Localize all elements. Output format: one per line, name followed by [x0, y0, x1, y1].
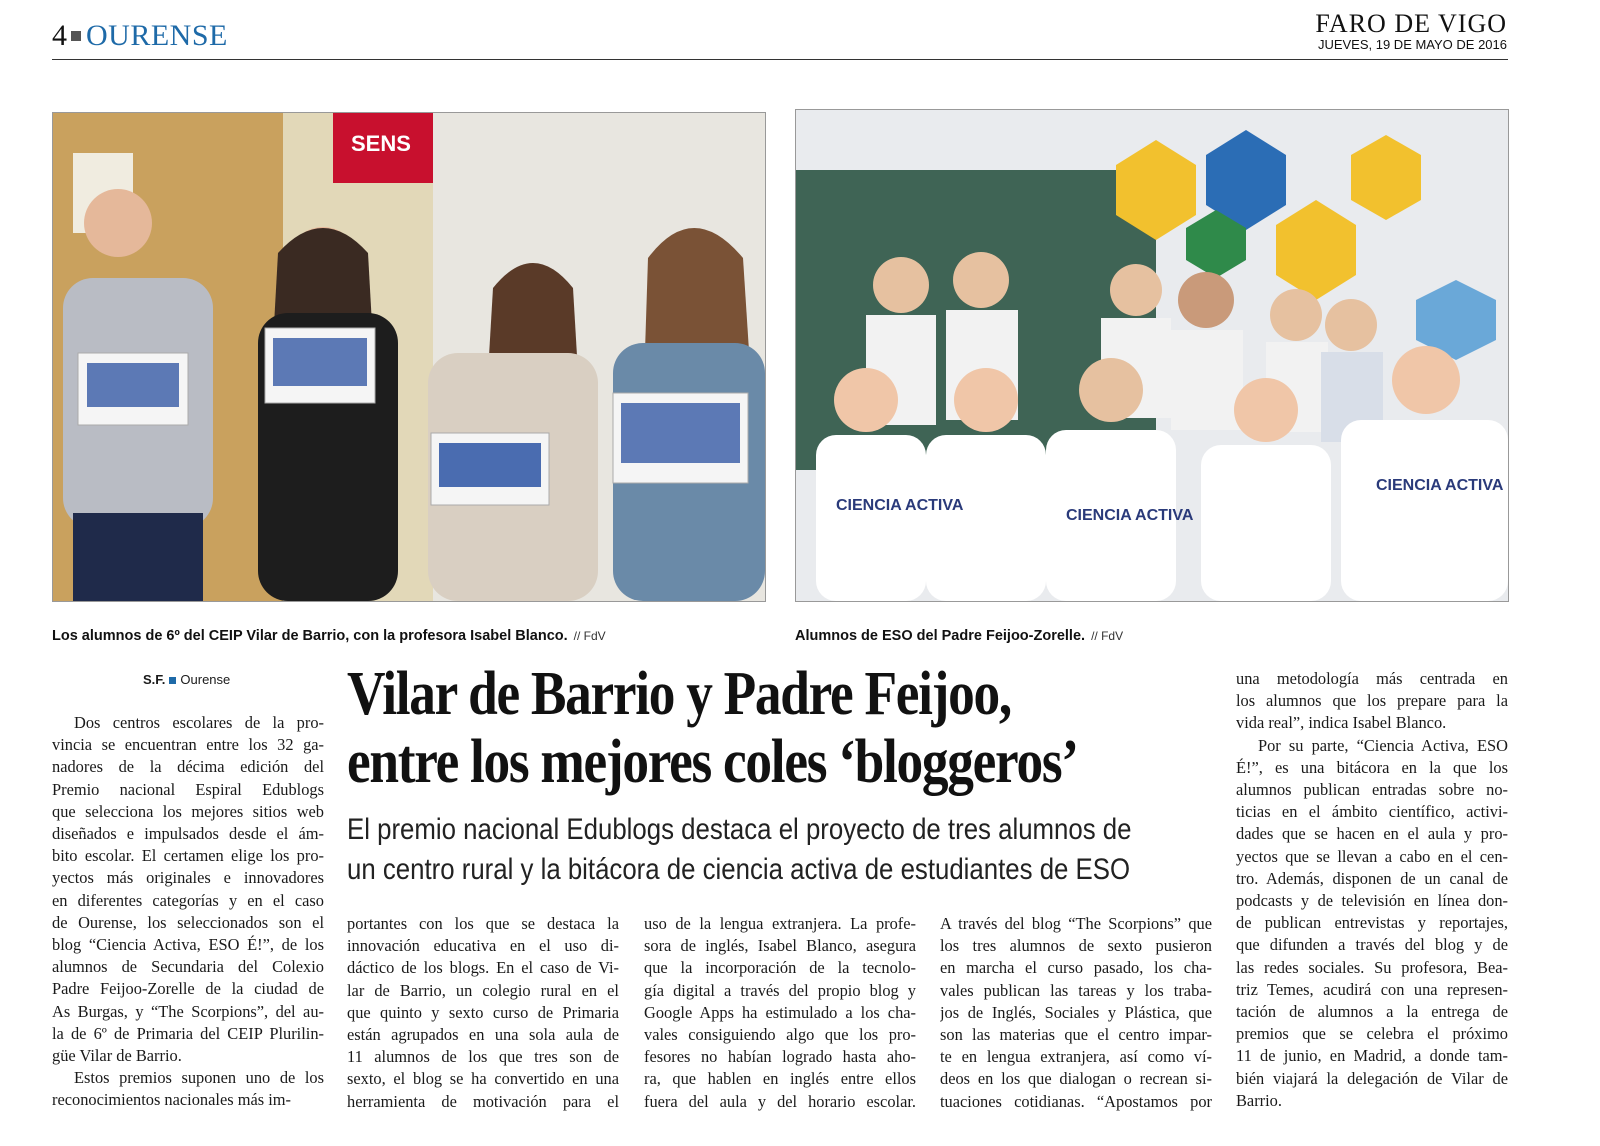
article-line: jos de Inglés, Sociales y Plástica, que	[940, 1002, 1212, 1022]
article-line: te en lengua extranjera, así como ví-	[940, 1047, 1212, 1067]
photo-padre-feijoo	[795, 109, 1509, 602]
article-line: de Ourense, los seleccionados son el	[52, 912, 324, 932]
article-line: tro. Además, disponen de un canal de	[1236, 868, 1508, 888]
article-line: portantes con los que se destaca la	[347, 914, 619, 933]
article-line: A través del blog “The Scorpions” que	[940, 914, 1212, 933]
byline: S.F. Ourense	[143, 672, 231, 687]
article-line: vales consiguiendo algo que los pro-	[644, 1025, 916, 1045]
article-line: las redes sociales. Su profesora, Bea-	[1236, 957, 1508, 977]
article-column-3	[644, 913, 916, 1113]
article-line: Por su parte, “Ciencia Activa, ESO	[1258, 735, 1508, 755]
article-line: fuera del aula y del horario escolar.	[644, 1091, 916, 1111]
article-line: 11 alumnos de los que tres son de	[347, 1047, 619, 1067]
article-line: fesores no habían logrado hasta aho-	[644, 1047, 916, 1067]
article-line: Dos centros escolares de la pro-	[74, 713, 324, 732]
article-line: dades que se hacen en el aula y pro-	[1236, 824, 1508, 844]
article-subheadline: El premio nacional Edublogs destaca el proyecto de tres alumnos de un centro rural y la bitácora de ciencia activa de estudiantes de ESO	[347, 813, 1132, 886]
article-line: gía digital a través del propio blog y	[644, 980, 916, 1000]
article-line: güe Vilar de Barrio.	[52, 1046, 182, 1066]
article-line: bito escolar. El certamen elige los pro-	[52, 846, 324, 866]
svg-text:CIENCIA ACTIVA: CIENCIA ACTIVA	[1376, 477, 1504, 494]
article-line: 11 de junio, en Madrid, a donde tam-	[1236, 1046, 1508, 1066]
article-line: nadores de la décima edición del	[52, 757, 324, 777]
article-line: vales publican las tareas y los traba-	[940, 980, 1212, 1000]
photo-credit: // FdV	[1091, 629, 1124, 643]
article-line: sora de inglés, Isabel Blanco, asegura	[644, 936, 916, 956]
article-line: ticias en el ámbito científico, activi-	[1236, 802, 1508, 822]
article-line: Google Apps ha estimulado a los cha-	[644, 1002, 916, 1022]
photo-caption: Los alumnos de 6º del CEIP Vilar de Barrio, con la profesora Isabel Blanco. // FdV	[52, 628, 606, 644]
article-line: triz Temes, acudirá con una represen-	[1236, 979, 1508, 999]
photo-vilar-de-barrio	[52, 112, 766, 602]
article-line: alumnos publican entradas sobre no-	[1236, 780, 1508, 800]
article-line: herramienta de motivación para el	[347, 1091, 619, 1111]
article-column-5	[1236, 668, 1508, 1112]
article-line: yectos que se llevan a cabo en el cen-	[1236, 846, 1508, 866]
article-column-1	[52, 712, 324, 1112]
article-line: alumnos de Secundaria del Colexio	[52, 957, 324, 977]
article-line: los tres alumnos de sexto pusieron	[940, 936, 1212, 956]
article-line: tuaciones cotidianas. “Apostamos por	[940, 1091, 1212, 1111]
article-line: Barrio.	[1236, 1090, 1282, 1110]
article-line: que selecciona los mejores sitios web	[52, 801, 324, 821]
article-column-2	[347, 913, 619, 1113]
article-line: diseñados e impulsados desde el ám-	[52, 824, 324, 844]
article-line: yectos más originales e innovadores	[52, 868, 324, 888]
newspaper-masthead: FARO DE VIGO	[1315, 9, 1507, 38]
article-line: Padre Feijoo-Zorelle de la ciudad de	[52, 979, 324, 999]
article-line: bién viajará la delegación de Vilar de	[1236, 1068, 1508, 1088]
article-line: que quinto y sexto curso de Primaria	[347, 1002, 619, 1022]
article-line: están agrupados en una sola aula de	[347, 1025, 619, 1045]
article-line: podcasts y de televisión en línea don-	[1236, 891, 1508, 911]
article-line: sexto, el blog se ha convertido en una	[347, 1069, 619, 1089]
page-number: 4	[52, 18, 87, 54]
article-line: que la incorporación de la tecnolo-	[644, 958, 916, 978]
article-line: vida real”, indica Isabel Blanco.	[1236, 713, 1447, 733]
photo-credit: // FdV	[573, 629, 606, 643]
article-line: son las materias que el centro impar-	[940, 1025, 1212, 1045]
article-line: innovación educativa en el uso di-	[347, 936, 619, 956]
byline-square-icon	[169, 677, 176, 684]
article-line: en diferentes categorías y en el caso	[52, 890, 324, 910]
article-line: Premio nacional Espiral Edublogs	[52, 779, 324, 799]
article-line: de publican entrevistas y reportajes,	[1236, 913, 1508, 933]
svg-text:CIENCIA ACTIVA: CIENCIA ACTIVA	[1066, 507, 1194, 524]
article-line: una metodología más centrada en	[1236, 669, 1508, 688]
article-line: lar de Barrio, un colegio rural en el	[347, 980, 619, 1000]
article-line: deos en los que dialogan o recrean si-	[940, 1069, 1212, 1089]
article-line: Estos premios suponen uno de los	[74, 1068, 324, 1088]
article-line: los alumnos que los prepare para la	[1236, 691, 1508, 711]
article-line: vincia se encuentran entre los 32 ga-	[52, 735, 324, 755]
article-line: ra, que hablen en inglés entre ellos	[644, 1069, 916, 1089]
article-line: reconocimientos nacionales más im-	[52, 1090, 291, 1110]
article-line: tación de alumnos a la entrega de	[1236, 1002, 1508, 1022]
publication-date: JUEVES, 19 DE MAYO DE 2016	[1317, 37, 1507, 52]
article-line: dáctico de los blogs. En el caso de Vi-	[347, 958, 619, 978]
article-line: que difunden a través del blog y de	[1236, 935, 1508, 955]
photo-caption: Alumnos de ESO del Padre Feijoo-Zorelle. // FdV	[795, 628, 1124, 644]
article-line: blog “Ciencia Activa, ESO É!”, de los	[52, 935, 324, 955]
article-line: As Burgas, y “The Scorpions”, del au-	[52, 1001, 324, 1021]
article-line: É!”, es una bitácora en la que los	[1236, 757, 1508, 777]
article-line: uso de la lengua extranjera. La profe-	[644, 914, 916, 933]
article-headline: Vilar de Barrio y Padre Feijoo, entre los mejores coles ‘bloggeros’	[347, 660, 1078, 796]
article-line: en marcha el curso pasado, los cha-	[940, 958, 1212, 978]
article-line: la de 6º de Primaria del CEIP Plurilin-	[52, 1023, 324, 1043]
section-name: OURENSE	[86, 19, 228, 52]
article-line: premios que se celebra el próximo	[1236, 1024, 1508, 1044]
header-divider	[52, 59, 1508, 60]
article-column-4	[940, 913, 1212, 1113]
svg-text:CIENCIA ACTIVA: CIENCIA ACTIVA	[836, 497, 964, 514]
section-square-icon	[71, 31, 81, 41]
svg-text:SENS: SENS	[351, 131, 411, 156]
